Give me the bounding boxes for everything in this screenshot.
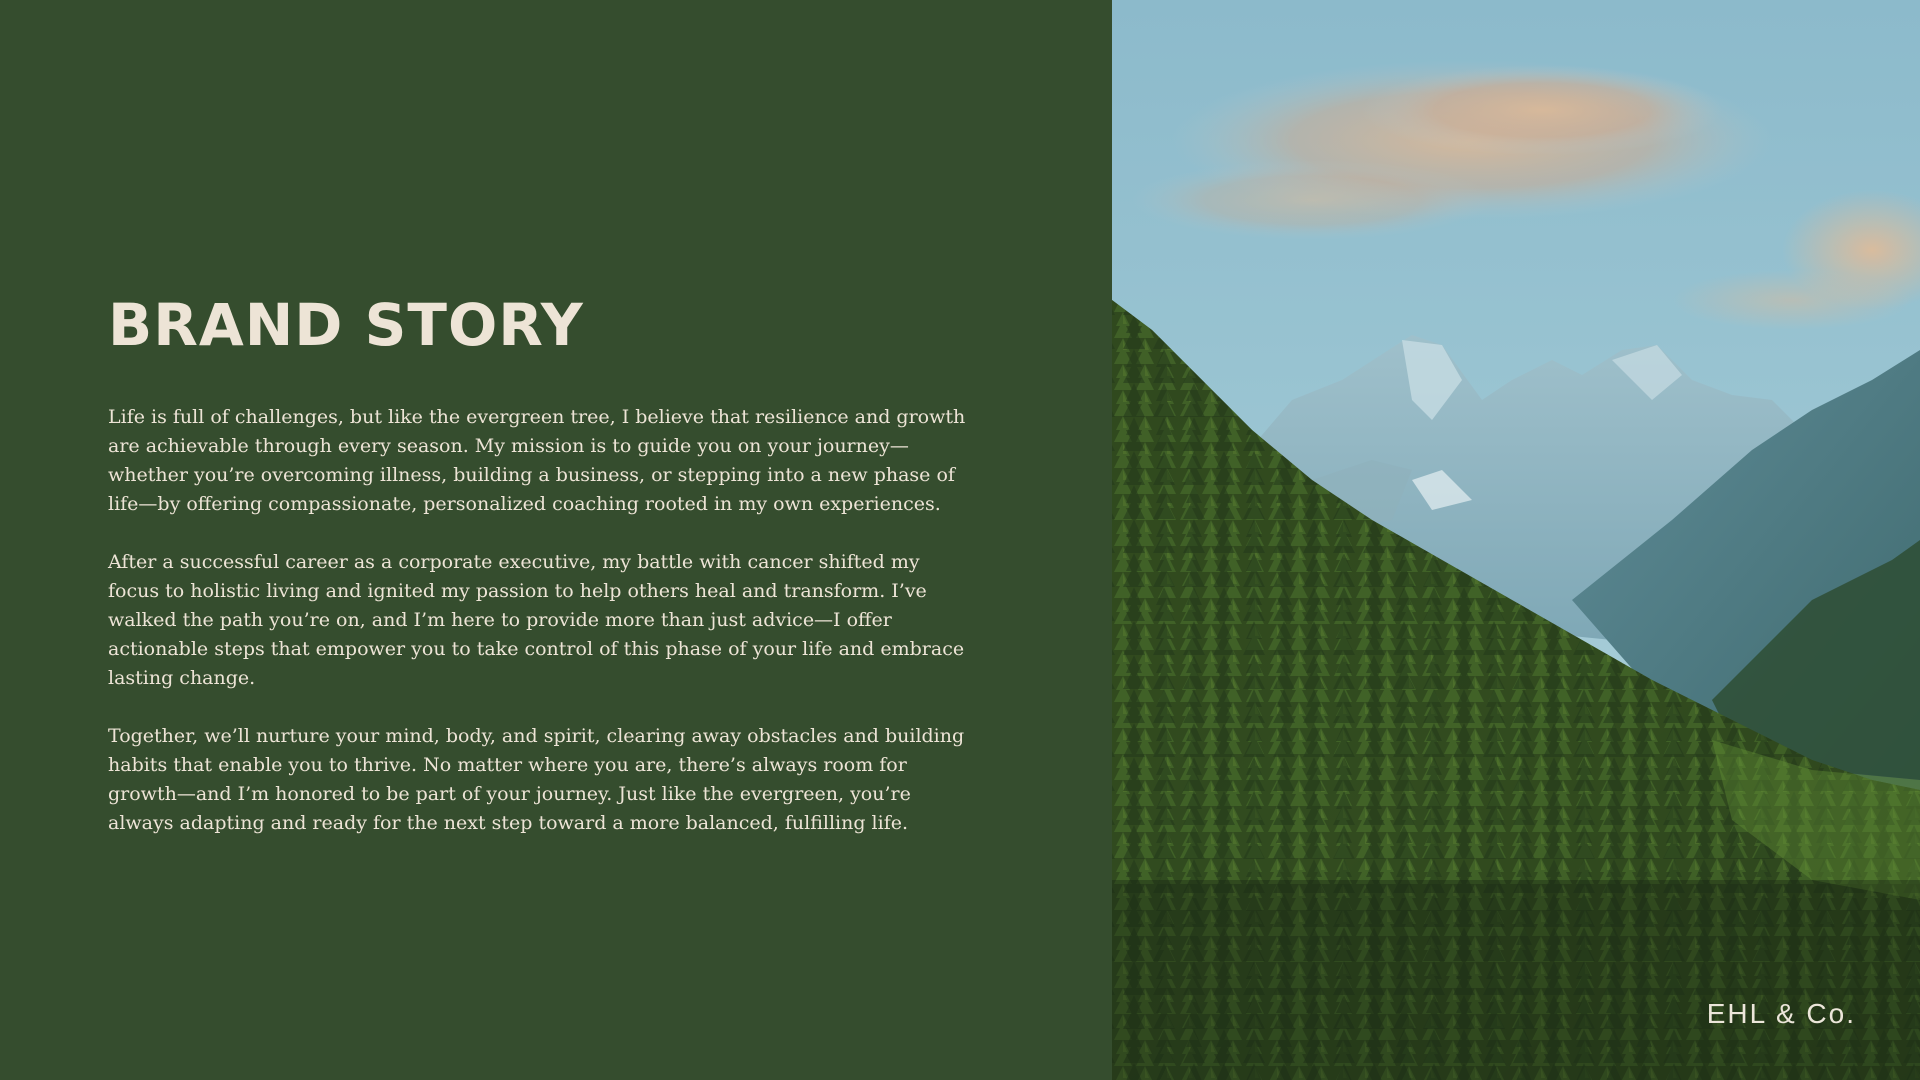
paragraph-1: Life is full of challenges, but like the evergreen tree, I believe that resilience and growth are achievable through every season. My mission is to guide you on your journey—whether you’re overcoming illness, building a business, or stepping into a new phase of life—by offering compassionate, personalized coaching rooted in my own experiences. — [108, 406, 966, 515]
page-title: BRAND STORY — [108, 291, 584, 359]
paragraph-2: After a successful career as a corporate executive, my battle with cancer shifted my focus to holistic living and ignited my passion to help others heal and transform. I’ve walked the path you’re on, and I’m here to provide more than just advice—I offer actionable steps that empower you to take control of this phase of your life and embrace lasting change. — [108, 551, 965, 689]
landscape-image — [1112, 0, 1920, 1080]
brand-logo-text: EHL & Co. — [1706, 998, 1856, 1029]
paragraph-3: Together, we’ll nurture your mind, body, and spirit, clearing away obstacles and building habits that enable you to thrive. No matter where you are, there’s always room for growth—and I’m honored to be part of your journey. Just like the evergreen, you’re always adapting and ready for the next step toward a more balanced, fulfilling life. — [108, 725, 965, 834]
brand-story-body — [108, 403, 968, 867]
mountain-forest-photo — [1112, 0, 1920, 1080]
